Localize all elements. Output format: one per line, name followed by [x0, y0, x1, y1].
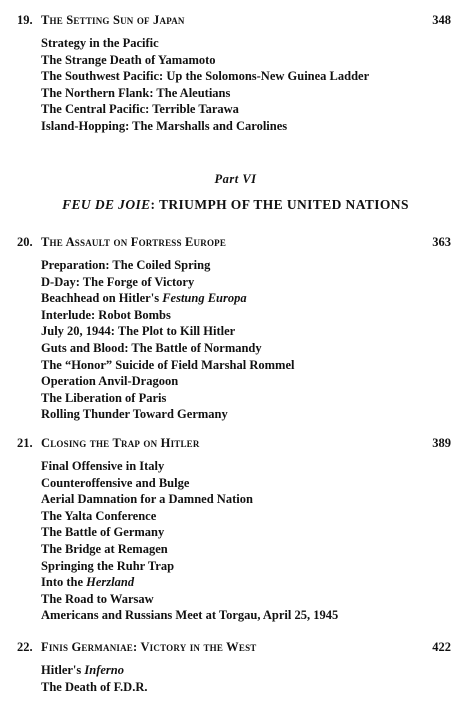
chapter-number: 21.	[17, 436, 33, 450]
part-label: Part VI	[214, 172, 257, 186]
chapter-22	[17, 640, 455, 694]
section-item: Final Offensive in Italy	[41, 459, 165, 473]
chapter-number: 20.	[17, 235, 33, 249]
chapter-page-number: 389	[432, 436, 451, 450]
section-item: Preparation: The Coiled Spring	[41, 258, 211, 272]
chapter-page-number: 363	[432, 235, 451, 249]
section-item: The Yalta Conference	[41, 508, 157, 523]
section-text: Into the	[41, 575, 87, 590]
section-item	[41, 662, 147, 679]
section-item: Rolling Thunder Toward Germany	[41, 407, 228, 422]
section-item: The Central Pacific: Terrible Tarawa	[41, 102, 239, 117]
chapter-heading	[17, 436, 455, 458]
section-list	[41, 257, 294, 423]
chapter-number: 22.	[17, 640, 33, 654]
section-item: The Northern Flank: The Aleutians	[41, 85, 231, 100]
section-item: The Road to Warsaw	[41, 591, 154, 606]
section-list	[41, 35, 369, 135]
section-list	[41, 662, 147, 695]
section-item	[41, 290, 294, 307]
section-item: Island-Hopping: The Marshalls and Carolines	[41, 118, 288, 133]
section-item: Counteroffensive and Bulge	[41, 475, 190, 490]
chapter-page-number: 348	[432, 13, 451, 27]
chapter-page-number: 422	[432, 640, 451, 654]
section-item: Operation Anvil-Dragoon	[41, 374, 179, 389]
chapter-title: Closing the Trap on Hitler	[41, 436, 200, 450]
part-title	[0, 197, 471, 213]
chapter-21	[17, 436, 455, 623]
section-item: D-Day: The Forge of Victory	[41, 274, 195, 289]
section-item: July 20, 1944: The Plot to Kill Hitler	[41, 324, 236, 339]
chapter-heading	[17, 640, 455, 662]
chapter-heading	[17, 13, 455, 35]
section-text: Hitler's	[41, 663, 85, 677]
part-title-italic: FEU DE JOIE	[62, 197, 151, 212]
chapter-number: 19.	[17, 13, 33, 27]
section-item: Americans and Russians Meet at Torgau, April 25, 1945	[41, 608, 339, 623]
section-item: The Death of F.D.R.	[41, 679, 148, 694]
section-item: Guts and Blood: The Battle of Normandy	[41, 340, 262, 355]
chapter-title: Finis Germaniae: Victory in the West	[41, 640, 257, 654]
section-item: The Strange Death of Yamamoto	[41, 52, 216, 67]
section-italic-text: Festung Europa	[162, 291, 247, 306]
section-item: The Bridge at Remagen	[41, 541, 168, 556]
section-text: Beachhead on Hitler's	[41, 291, 163, 306]
section-item: The Liberation of Paris	[41, 390, 167, 405]
chapter-19	[17, 13, 455, 133]
section-item	[41, 574, 338, 591]
part-title-rest: : TRIUMPH OF THE UNITED NATIONS	[150, 197, 409, 212]
section-italic-text: Herzland	[86, 575, 135, 590]
chapter-20	[17, 235, 455, 422]
chapter-heading	[17, 235, 455, 257]
section-item: Interlude: Robot Bombs	[41, 307, 171, 322]
section-italic-text: Inferno	[84, 663, 124, 677]
section-item: Aerial Damnation for a Damned Nation	[41, 492, 253, 507]
section-list	[41, 458, 338, 624]
chapter-title: The Setting Sun of Japan	[41, 13, 185, 27]
section-item: Springing the Ruhr Trap	[41, 558, 175, 573]
chapter-title: The Assault on Fortress Europe	[41, 235, 227, 249]
section-item: The Battle of Germany	[41, 525, 165, 540]
section-item: Strategy in the Pacific	[41, 36, 159, 50]
section-item: The Southwest Pacific: Up the Solomons-New Guinea Ladder	[41, 69, 370, 84]
section-item: The “Honor” Suicide of Field Marshal Rommel	[41, 357, 295, 372]
